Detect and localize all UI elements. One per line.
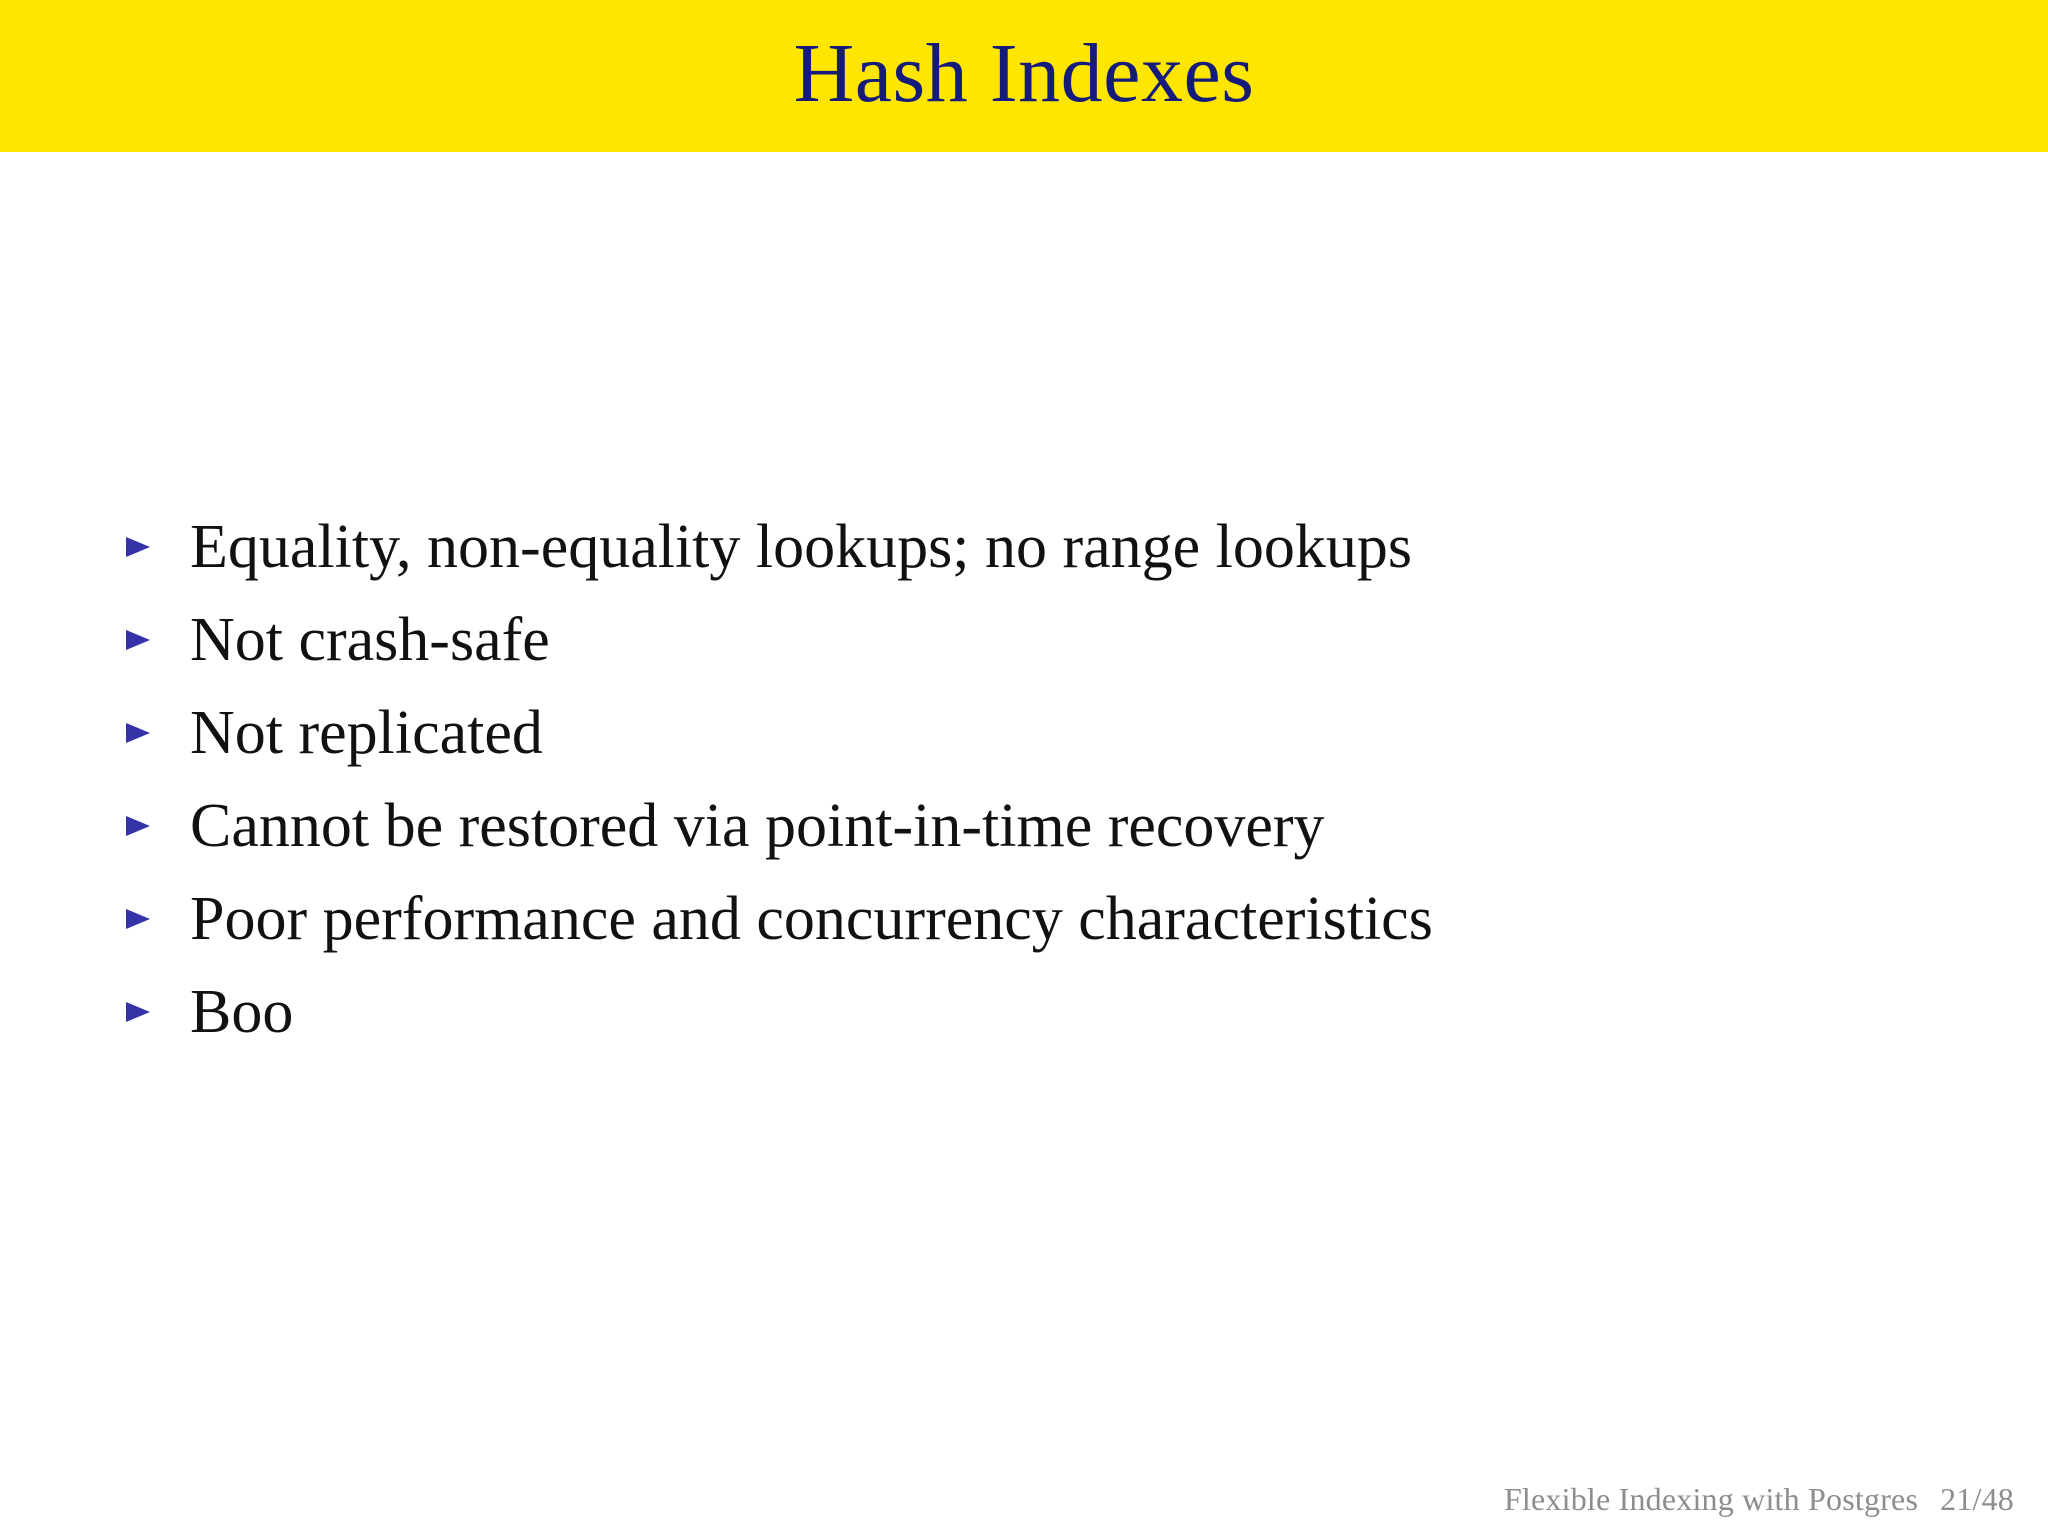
presentation-title: Flexible Indexing with Postgres — [1503, 1481, 1919, 1517]
slide-title: Hash Indexes — [793, 27, 1255, 120]
triangle-right-icon — [122, 625, 152, 655]
bullet-list — [122, 500, 1433, 1058]
bullet-text: Equality, non-equality lookups; no range lookups — [190, 512, 1413, 581]
page-number: 21/48 — [1940, 1481, 2014, 1517]
bullet-text: Poor performance and concurrency characteristics — [190, 884, 1433, 953]
bullet-text: Not replicated — [190, 698, 543, 767]
bullet-text: Boo — [190, 977, 294, 1046]
triangle-right-icon — [122, 904, 152, 934]
list-item — [122, 500, 1433, 593]
list-item — [122, 593, 1433, 686]
footer — [1504, 1481, 2014, 1518]
triangle-right-icon — [122, 811, 152, 841]
list-item — [122, 779, 1433, 872]
list-item — [122, 965, 1433, 1058]
triangle-right-icon — [122, 532, 152, 562]
bullet-text: Not crash-safe — [190, 605, 550, 674]
title-bar — [0, 0, 2048, 152]
triangle-right-icon — [122, 718, 152, 748]
list-item — [122, 872, 1433, 965]
triangle-right-icon — [122, 997, 152, 1027]
list-item — [122, 686, 1433, 779]
bullet-text: Cannot be restored via point-in-time recovery — [190, 791, 1325, 860]
